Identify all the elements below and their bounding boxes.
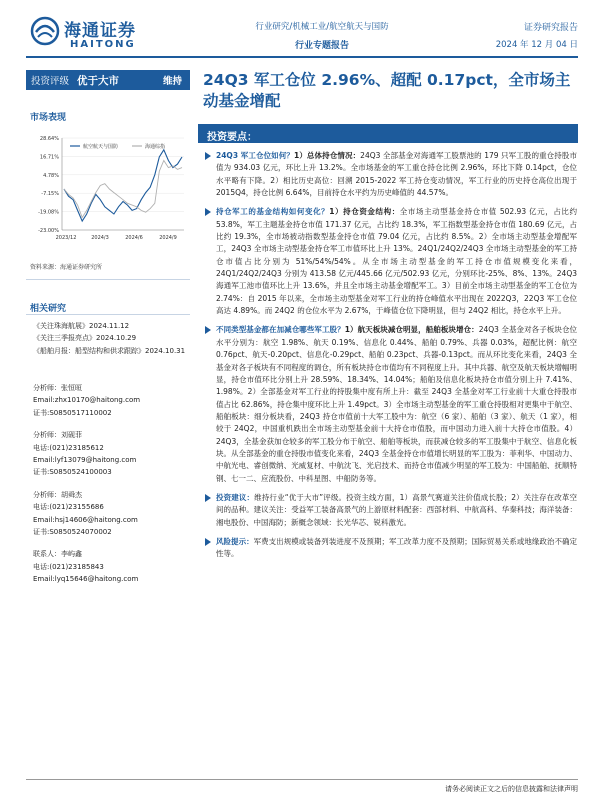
- rating-label: 投资评级: [31, 76, 70, 87]
- key-point-paragraph: [203, 150, 577, 199]
- related-research-heading: 相关研究: [30, 304, 67, 314]
- market-performance-heading: 市场表现: [30, 113, 67, 123]
- analyst-certificate: 证书:S0850517110002: [33, 408, 112, 417]
- key-points-heading: 投资要点：: [207, 132, 257, 143]
- analyst-list: [33, 382, 193, 596]
- report-type: 行业专题报告: [294, 41, 349, 51]
- performance-chart-svg: [28, 130, 190, 248]
- triangle-bullet-icon: [205, 152, 211, 160]
- analyst-email[interactable]: Email:lyq15646@haitong.com: [33, 575, 139, 584]
- related-research-list: [33, 320, 193, 357]
- investment-rating-box: [26, 70, 190, 90]
- analyst-card: [33, 489, 193, 539]
- report-category: 行业研究/机械工业/航空航天与国防: [255, 22, 389, 32]
- footer-disclaimer: 请务必阅读正文之后的信息披露和法律声明: [445, 785, 578, 793]
- analyst-name: 联系人：李屿鑫: [33, 550, 82, 559]
- analyst-certificate: 证书:S0850524100003: [33, 468, 112, 477]
- x-tick-label: 2023/12: [55, 235, 77, 241]
- rating-value: 优于大市: [77, 74, 120, 87]
- y-tick-label: -19.08%: [38, 209, 59, 216]
- analyst-email[interactable]: Email:lyf13079@haitong.com: [33, 456, 137, 465]
- triangle-bullet-icon: [205, 494, 211, 502]
- analyst-name: 分析师：张恒晅: [33, 384, 82, 392]
- point-lead: 风险提示：: [216, 536, 254, 546]
- logo-chinese-name: 海通证券: [64, 21, 136, 41]
- key-point-paragraph: [203, 536, 577, 561]
- report-series: 证券研究报告: [523, 23, 578, 33]
- x-tick-label: 2024/3: [91, 235, 109, 241]
- rating-change: 维持: [162, 76, 182, 87]
- point-lead: 24Q3 军工仓位如何？: [216, 151, 294, 160]
- x-tick-label: 2024/9: [159, 235, 177, 241]
- related-item[interactable]: 《船舶月报：船型结构和供求跟踪》2024.10.31: [33, 346, 186, 355]
- analyst-name: 分析师：刘砚菲: [33, 431, 82, 440]
- y-tick-label: 28.64%: [39, 136, 59, 142]
- analyst-card: [33, 382, 193, 419]
- related-item[interactable]: 《关注三季报亮点》2024.10.29: [33, 334, 137, 343]
- market-performance-chart: [28, 130, 190, 248]
- footer-divider: [26, 779, 578, 780]
- analyst-email[interactable]: Email:zhx10170@haitong.com: [33, 396, 141, 405]
- x-tick-label: 2024/6: [125, 235, 143, 241]
- key-point-paragraph: [203, 492, 577, 529]
- key-points-body: [203, 150, 577, 568]
- y-tick-label: 16.71%: [39, 154, 59, 161]
- chart-source-note: 资料来源：海通证券研究所: [30, 264, 103, 271]
- analyst-name: 分析师：胡舜杰: [33, 490, 82, 499]
- point-text: 24Q3 全部基金对海通军工股票池的 179 只军工股的重仓持股市值为 934.03 亿元，环比上升 13.2%。全市场基金的军工重仓持仓比例 2.96%，环比下降 0.14pct，仓位水平略有下降。2）相比历史高位：回溯 2015-2022 军工持仓变动情况，军工行业的历史持仓高位出现于 2015Q4，持仓比例 6.64%，目前持仓水平约为历史峰值的 44.57%。: [216, 151, 577, 198]
- header-divider: [26, 56, 578, 58]
- haitong-logo: [30, 14, 150, 54]
- analyst-phone: 电话:(021)23185612: [33, 443, 104, 452]
- related-item[interactable]: 《关注珠海航展》2024.11.12: [33, 322, 130, 330]
- point-lead: 持仓军工的基金结构如何变化？: [216, 207, 330, 217]
- logo-english-name: HAITONG: [70, 39, 136, 50]
- legend-label: 海通综指: [145, 144, 166, 150]
- haitong-emblem-icon: [30, 16, 60, 46]
- analyst-phone: 电话:(021)23185843: [33, 562, 104, 571]
- point-text: 维持行业“优于大市”评级。投资主线方面，1）高景气赛道关注价值成长股；2）关注存在改革空间的品种。建议关注：受益军工装备高景气的上游原材料配套：西部材料、中航高科、华秦科技；海洋装备：湘电股份、中国海防；新概念领域：长光华芯、锐科激光。: [216, 492, 578, 527]
- analyst-certificate: 证书:S0850524070002: [33, 528, 112, 537]
- point-subheading: 1）持仓资金结构：: [329, 207, 400, 217]
- point-text: 24Q3 全基金对各子板块仓位水平分别为：航空 1.98%、航天 0.19%、信息化 0.44%、船舶 0.79%、兵器 0.03%，超配比例：航空 0.76pct、航天-0.20pct、信息化-0.29pct、船舶 0.23pct、兵器-0.13pct。而从环比变化来看，24Q3 全基金对各子板块有不同程度的调仓，所有板块持仓市值均有不同程度上升。其中兵器、航空及航天板块增幅明显，持仓市值环比分别上升 28.59%、18.34%、14.04%；船舶及信息化板块持仓市值分别上升 7.41%、1.98%。2）全部基金对军工行业的持股集中度有所上升：截至 24Q3 全基金对军工行业前十大重仓持股市值占比 62.86%，持仓集中度环比上升 1.49pct。3）全市场主动型基金的军工重仓持股相对更集中于航空、船舶板块：细分板块看，24Q3 持仓市值前十大军工股中为：航空（6 家）、船舶（3 家）、航天（1 家），相较于 24Q2，中国重机跌出全市场主动型基金前十大持仓市值股，而中国动力进入前十大持仓市值股。4）24Q3，全基金获加仓较多的军工股分布于航空、船舶等板块，而获减仓较多的军工股集中于航空、信息化板块。从全部基金的重仓持股市值变化来看，24Q3 全基金持仓市值增长明显的军工股为：菲利华、中国动力、中航光电、睿创微纳、光威复材、中航沈飞、光启技术、而持仓市值减少明显的军工股为：中国船舶、抚顺特钢、七一二、应流股份、中科星图、中船防务等。: [216, 325, 578, 483]
- analyst-phone: 电话:(021)23155686: [33, 503, 104, 512]
- point-text: 全市场主动型基金持仓市值 502.93 亿元，占比约 53.8%，军工主题基金持仓市值 171.37 亿元，占比约 18.3%，军工指数型基金持仓市值 180.69 亿元，占比约 19.3%，全市场被动指数型基金持仓市值 79.04 亿元，占比约 8.5%。2）全市场主动型基金增配军工，24Q3 全市场主动型基金持仓军工市值环比上升 13%。24Q1/24Q2/24Q3 全市场主动型基金的军工持仓市值占比分别为 51%/54%/54%。从全市场主动型基金的军工持仓市值规模变化来看，24Q1/24Q2/24Q3 分别为 413.58 亿元/445.66 亿元/502.93 亿元，分别环比-25%、8%、13%。24Q3 海通军工池市值环比上升 13.6%，并且全市场主动基金增配军工。3）目前全市场主动型基金的军工仓位为 2.74%：自 2015 年以来，全市场主动型基金对军工行业的持仓峰值水平出现在 2022Q3，22Q3 军工仓位高达 4.89%。而 24Q2 的仓位水平为 2.67%，于峰值仓位下降明显，但与 24Q2 相比，持仓水平上升。: [216, 207, 578, 316]
- point-text: 军费支出规模或装备列装进度不及预期；军工改革力度不及预期；国际贸易关系或地缘政治不确定性等。: [216, 536, 578, 559]
- analyst-email[interactable]: Email:hsj14606@haitong.com: [33, 515, 138, 524]
- key-point-paragraph: [203, 324, 577, 484]
- point-lead: 不同类型基金都在加减仓哪些军工股？: [216, 325, 345, 335]
- left-divider: [26, 279, 190, 280]
- triangle-bullet-icon: [205, 538, 211, 546]
- point-lead: 投资建议：: [216, 492, 255, 502]
- legend-label: 航空航天与国防: [83, 144, 119, 150]
- report-title: 24Q3 军工仓位 2.96%、超配 0.17pct，全市场主动基金增配: [203, 71, 571, 110]
- triangle-bullet-icon: [205, 208, 211, 216]
- related-divider: [26, 314, 190, 315]
- analyst-card: [33, 429, 193, 479]
- y-tick-label: -23.00%: [38, 228, 59, 234]
- y-tick-label: 4.78%: [43, 172, 59, 179]
- analyst-card: [33, 548, 193, 585]
- key-point-paragraph: [203, 206, 577, 317]
- point-subheading: 1）总体持仓情况：: [294, 151, 361, 160]
- report-date: 2024 年 12 月 04 日: [495, 40, 578, 50]
- triangle-bullet-icon: [205, 326, 211, 334]
- y-tick-label: -7.15%: [41, 191, 59, 198]
- series-line: [64, 161, 182, 218]
- point-subheading: 1）航天板块减仓明显，船舶板块增仓：: [344, 325, 479, 335]
